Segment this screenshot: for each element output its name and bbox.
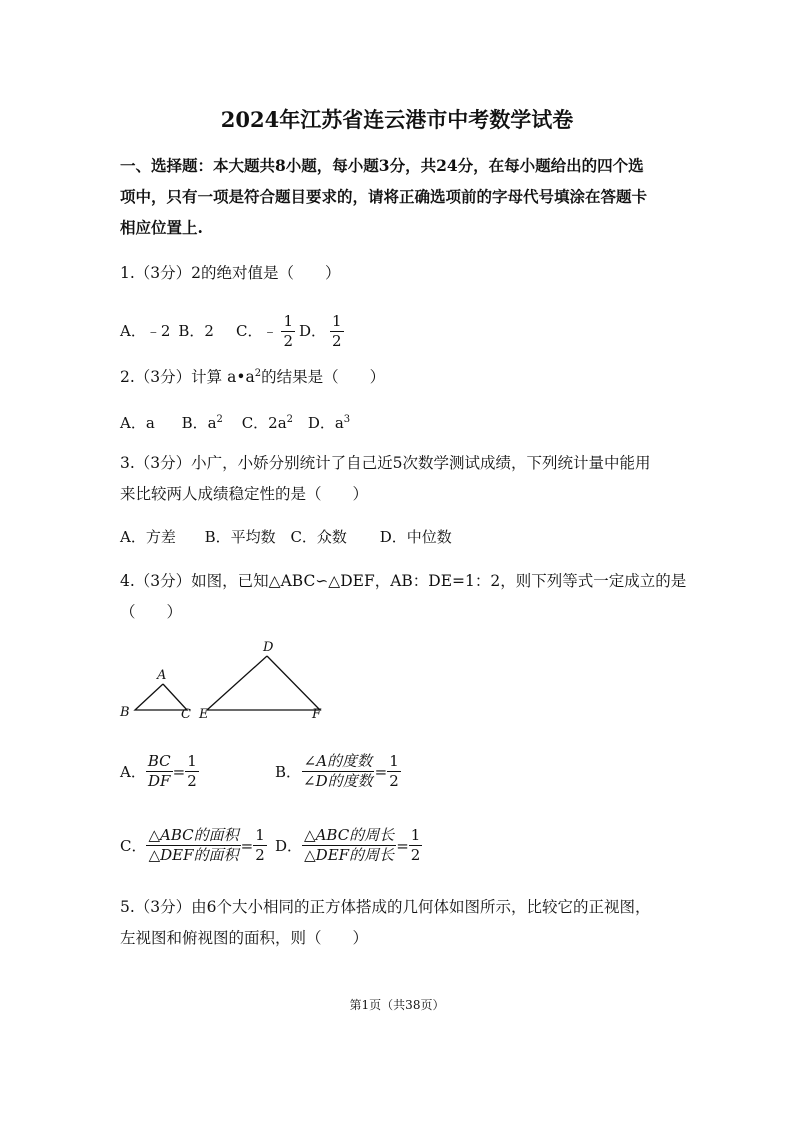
page-title: 2024年江苏省连云港市中考数学试卷 bbox=[220, 107, 574, 132]
section-line-2: 项中，只有一项是符合题目要求的，请将正确选项前的字母代号填涂在答题卡 bbox=[120, 187, 648, 206]
q1-option-b: B．2 bbox=[178, 322, 214, 340]
q4-option-b: B． $\frac{\text{∠A的度数}}{\text{∠D的度数}}$ = $\frac{1}{2}$ bbox=[275, 752, 399, 790]
q4-stem: 4.（3分）如图，已知△ABC∽△DEF，AB：DE=1：2，则下列等式一定成立的是 （ ） bbox=[120, 572, 687, 621]
section-line-3: 相应位置上. bbox=[120, 218, 203, 237]
section-instructions bbox=[120, 150, 690, 243]
label-a: A bbox=[157, 668, 167, 683]
label-d: D bbox=[263, 640, 274, 655]
label-b: B bbox=[120, 705, 130, 720]
page-footer: 第1页（共38页） bbox=[349, 998, 445, 1012]
section-line-1: 一、选择题：本大题共8小题，每小题3分，共24分，在每小题给出的四个选 bbox=[120, 156, 644, 175]
q4-figure bbox=[115, 638, 335, 728]
label-f: F bbox=[312, 707, 322, 722]
q2-option-b: B．$a^2$ bbox=[181, 414, 223, 432]
label-c: C bbox=[181, 707, 191, 722]
q1-option-a: A．﹣2 bbox=[120, 322, 171, 340]
label-e: E bbox=[199, 707, 209, 722]
q2-options bbox=[120, 404, 350, 439]
q4-option-a: A． $\frac{BC}{DF}$ = $\frac{1}{2}$ bbox=[120, 752, 197, 790]
q1-option-c-fraction: $\frac{1}{2}$ bbox=[283, 312, 293, 350]
q3-option-d: D．中位数 bbox=[379, 528, 452, 546]
q3-option-c: C．众数 bbox=[290, 528, 347, 546]
q1-option-d: D． bbox=[299, 322, 327, 340]
q2-option-d: D．$a^3$ bbox=[307, 414, 351, 432]
q4-option-d: D． $\frac{\text{△ABC的周长}}{\text{△DEF的周长}}$ = $\frac{1}{2}$ bbox=[275, 826, 421, 864]
q2-option-c: C．$2a^2$ bbox=[241, 414, 294, 432]
q1-stem: 1.（3分）2的绝对值是（ ） bbox=[120, 264, 341, 282]
q4-option-c: C． $\frac{\text{△ABC的面积}}{\text{△DEF的面积}}$ = $\frac{1}{2}$ bbox=[120, 826, 265, 864]
q3-stem: 3.（3分）小广，小娇分别统计了自己近5次数学测试成绩，下列统计量中能用 来比较两人成绩稳定性的是（ ） bbox=[120, 454, 651, 503]
triangle-abc bbox=[135, 684, 187, 710]
q2-stem: 2.（3分）计算 $a•a^2$的结果是（ ） bbox=[120, 368, 386, 387]
q3-option-b: B．平均数 bbox=[204, 528, 276, 546]
triangles-figure bbox=[115, 638, 335, 728]
triangle-def bbox=[207, 656, 320, 710]
q3-options bbox=[120, 522, 452, 553]
q3-option-a: A．方差 bbox=[120, 528, 176, 546]
q1-options bbox=[120, 312, 344, 351]
q2-option-a: A．a bbox=[120, 414, 155, 432]
q5-stem: 5.（3分）由6个大小相同的正方体搭成的几何体如图所示，比较它的正视图， 左视图和俯视图的面积，则（ ） bbox=[120, 898, 651, 947]
q1-option-c: C．﹣ bbox=[235, 322, 278, 340]
q1-option-d-fraction: $\frac{1}{2}$ bbox=[332, 312, 342, 350]
